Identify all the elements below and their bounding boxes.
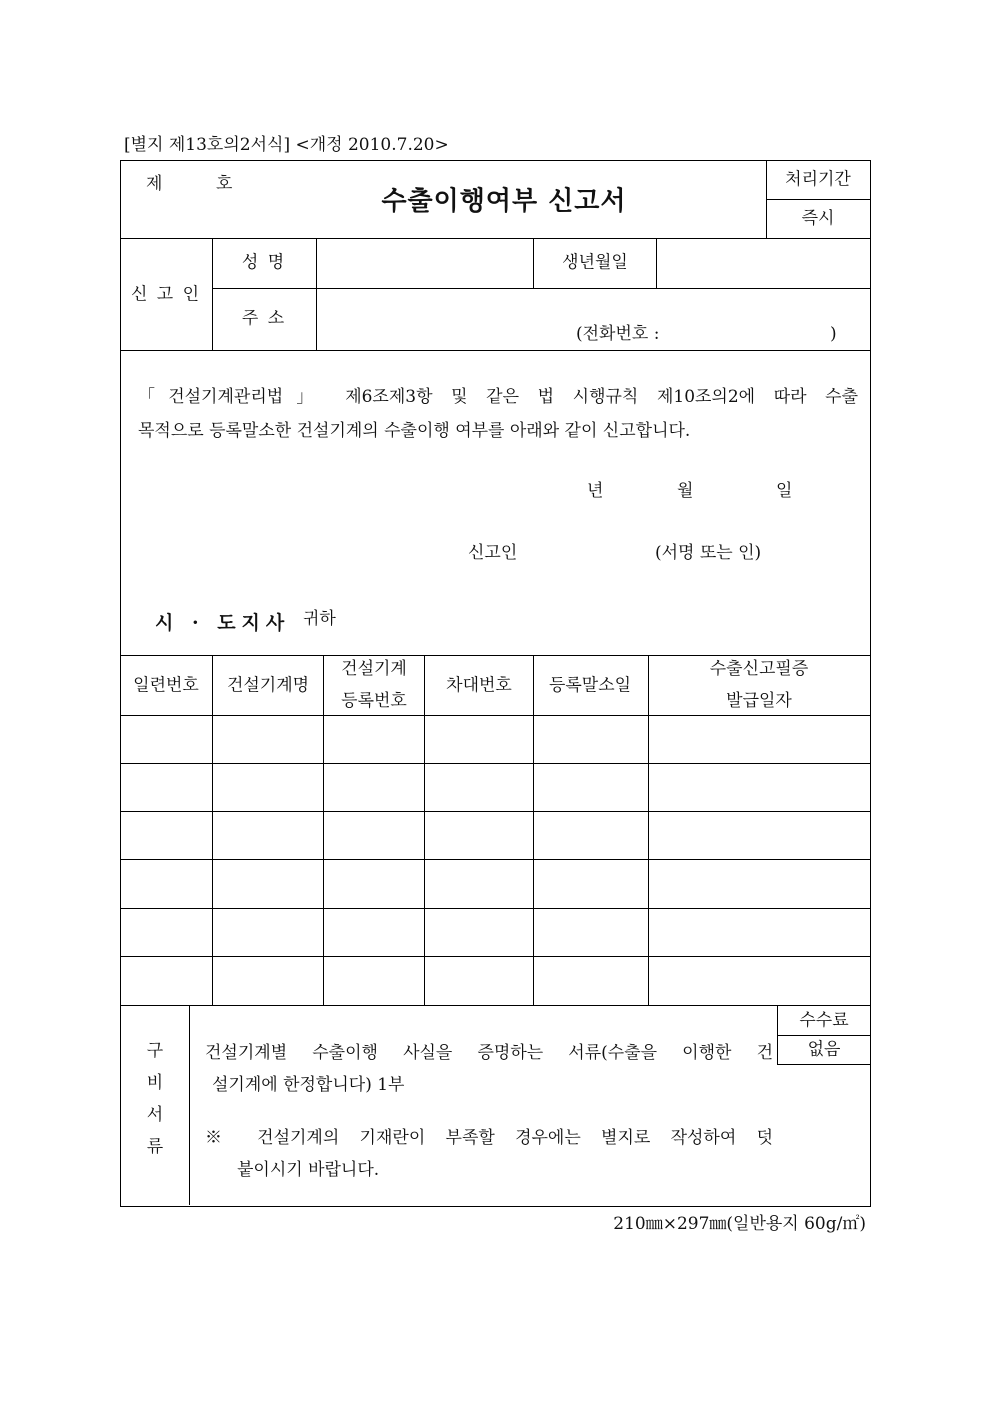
table-row-line [120, 811, 870, 812]
date-year: 년 [587, 481, 604, 501]
number-je: 제 [146, 174, 163, 194]
table-cell[interactable] [122, 958, 210, 1003]
col-header-serial: 일련번호 [133, 675, 199, 696]
table-cell[interactable] [325, 861, 422, 906]
documents-line-1: 건설기계별 수출이행 사실을 증명하는 서류(수출을 이행한 건 [205, 1043, 773, 1063]
field-label-divider [316, 238, 317, 350]
fee-split-line [777, 1035, 870, 1036]
table-cell[interactable] [426, 765, 531, 809]
table-cell[interactable] [214, 765, 321, 809]
date-month: 월 [677, 481, 694, 501]
col-header-export-certificate-date: 수출신고필증 발급일자 [709, 659, 809, 711]
table-column-divider [212, 655, 213, 1005]
fee-label: 수수료 [799, 1010, 849, 1031]
documents-label-divider [189, 1005, 190, 1205]
table-cell[interactable] [426, 717, 531, 761]
processing-period-value: 즉시 [801, 208, 835, 229]
date-day: 일 [776, 481, 793, 501]
table-cell[interactable] [122, 765, 210, 809]
phone-field[interactable] [690, 324, 824, 346]
col-header-deregistration-date: 등록말소일 [548, 675, 632, 696]
form-label: [별지 제13호의2서식] <개정 2010.7.20> [124, 135, 449, 155]
birth-right-divider [656, 238, 657, 288]
table-column-divider [648, 655, 649, 1005]
address-field[interactable] [318, 290, 868, 324]
table-cell[interactable] [325, 813, 422, 857]
table-cell[interactable] [535, 813, 646, 857]
name-label: 성 명 [241, 252, 287, 273]
table-column-divider [323, 655, 324, 1005]
fee-value: 없음 [807, 1039, 841, 1060]
documents-label-char-3: 서 [146, 1105, 164, 1125]
table-cell[interactable] [214, 910, 321, 954]
table-cell[interactable] [325, 958, 422, 1003]
table-cell[interactable] [650, 813, 868, 857]
documents-label-char-4: 류 [146, 1137, 164, 1157]
table-cell[interactable] [122, 813, 210, 857]
table-cell[interactable] [214, 813, 321, 857]
table-cell[interactable] [122, 717, 210, 761]
table-row-line [120, 956, 870, 957]
address-label: 주 소 [241, 308, 287, 329]
table-cell[interactable] [650, 717, 868, 761]
name-row-bottom-line [212, 288, 870, 289]
applicant-section-bottom-line [120, 350, 870, 351]
table-cell[interactable] [535, 958, 646, 1003]
table-cell[interactable] [214, 717, 321, 761]
documents-note-line-2: 붙이시기 바랍니다. [237, 1160, 380, 1180]
applicant-group-label: 신 고 인 [130, 284, 202, 305]
table-cell[interactable] [650, 910, 868, 954]
col-header-registration-number: 건설기계 등록번호 [341, 659, 407, 711]
table-row-line [120, 763, 870, 764]
phone-close-paren: ) [830, 324, 837, 344]
table-cell[interactable] [325, 765, 422, 809]
signature-note: (서명 또는 인) [655, 543, 762, 563]
name-field[interactable] [318, 240, 531, 286]
birthdate-label: 생년월일 [562, 252, 628, 273]
top-section-bottom-line [120, 238, 870, 239]
declaration-line-1: 「건설기계관리법」 제6조제3항 및 같은 법 시행규칙 제10조의2에 따라 수출 [138, 387, 858, 407]
documents-line-2: 설기계에 한정합니다) 1부 [212, 1075, 405, 1095]
table-cell[interactable] [535, 861, 646, 906]
table-cell[interactable] [426, 958, 531, 1003]
table-cell[interactable] [535, 910, 646, 954]
number-ho: 호 [216, 174, 233, 194]
fee-bottom-line [777, 1064, 870, 1065]
table-cell[interactable] [650, 958, 868, 1003]
paper-spec: 210㎜×297㎜(일반용지 60g/㎡) [613, 1214, 866, 1234]
table-cell[interactable] [650, 765, 868, 809]
declaration-line-2: 목적으로 등록말소한 건설기계의 수출이행 여부를 아래와 같이 신고합니다. [138, 421, 691, 441]
table-cell[interactable] [535, 765, 646, 809]
table-cell[interactable] [325, 910, 422, 954]
recipient-title: 시 · 도지사 [155, 612, 291, 634]
col-header-chassis-number: 차대번호 [446, 675, 512, 696]
phone-label: (전화번호 : [576, 324, 660, 344]
table-cell[interactable] [325, 717, 422, 761]
table-column-divider [533, 655, 534, 1005]
table-cell[interactable] [214, 861, 321, 906]
table-row-line [120, 908, 870, 909]
recipient-suffix: 귀하 [303, 609, 336, 629]
table-cell[interactable] [122, 861, 210, 906]
table-cell[interactable] [535, 717, 646, 761]
documents-label-char-1: 구 [146, 1041, 164, 1061]
signature-field[interactable] [535, 538, 645, 568]
table-cell[interactable] [426, 861, 531, 906]
col-header-machine-name: 건설기계명 [226, 675, 310, 696]
signer-label: 신고인 [468, 543, 518, 563]
table-bottom-line [120, 1005, 870, 1006]
documents-label-char-2: 비 [146, 1073, 164, 1093]
table-row-line [120, 859, 870, 860]
documents-note-line-1: ※ 건설기계의 기재란이 부족할 경우에는 별지로 작성하여 덧 [205, 1128, 773, 1148]
birthdate-field[interactable] [658, 240, 868, 286]
table-cell[interactable] [122, 910, 210, 954]
table-cell[interactable] [426, 813, 531, 857]
applicant-label-divider [212, 238, 213, 350]
table-column-divider [424, 655, 425, 1005]
document-title: 수출이행여부 신고서 [381, 186, 627, 217]
birth-left-divider [533, 238, 534, 288]
table-cell[interactable] [214, 958, 321, 1003]
table-cell[interactable] [426, 910, 531, 954]
table-cell[interactable] [650, 861, 868, 906]
processing-period-label: 처리기간 [785, 169, 851, 190]
processing-split-line [766, 199, 870, 200]
